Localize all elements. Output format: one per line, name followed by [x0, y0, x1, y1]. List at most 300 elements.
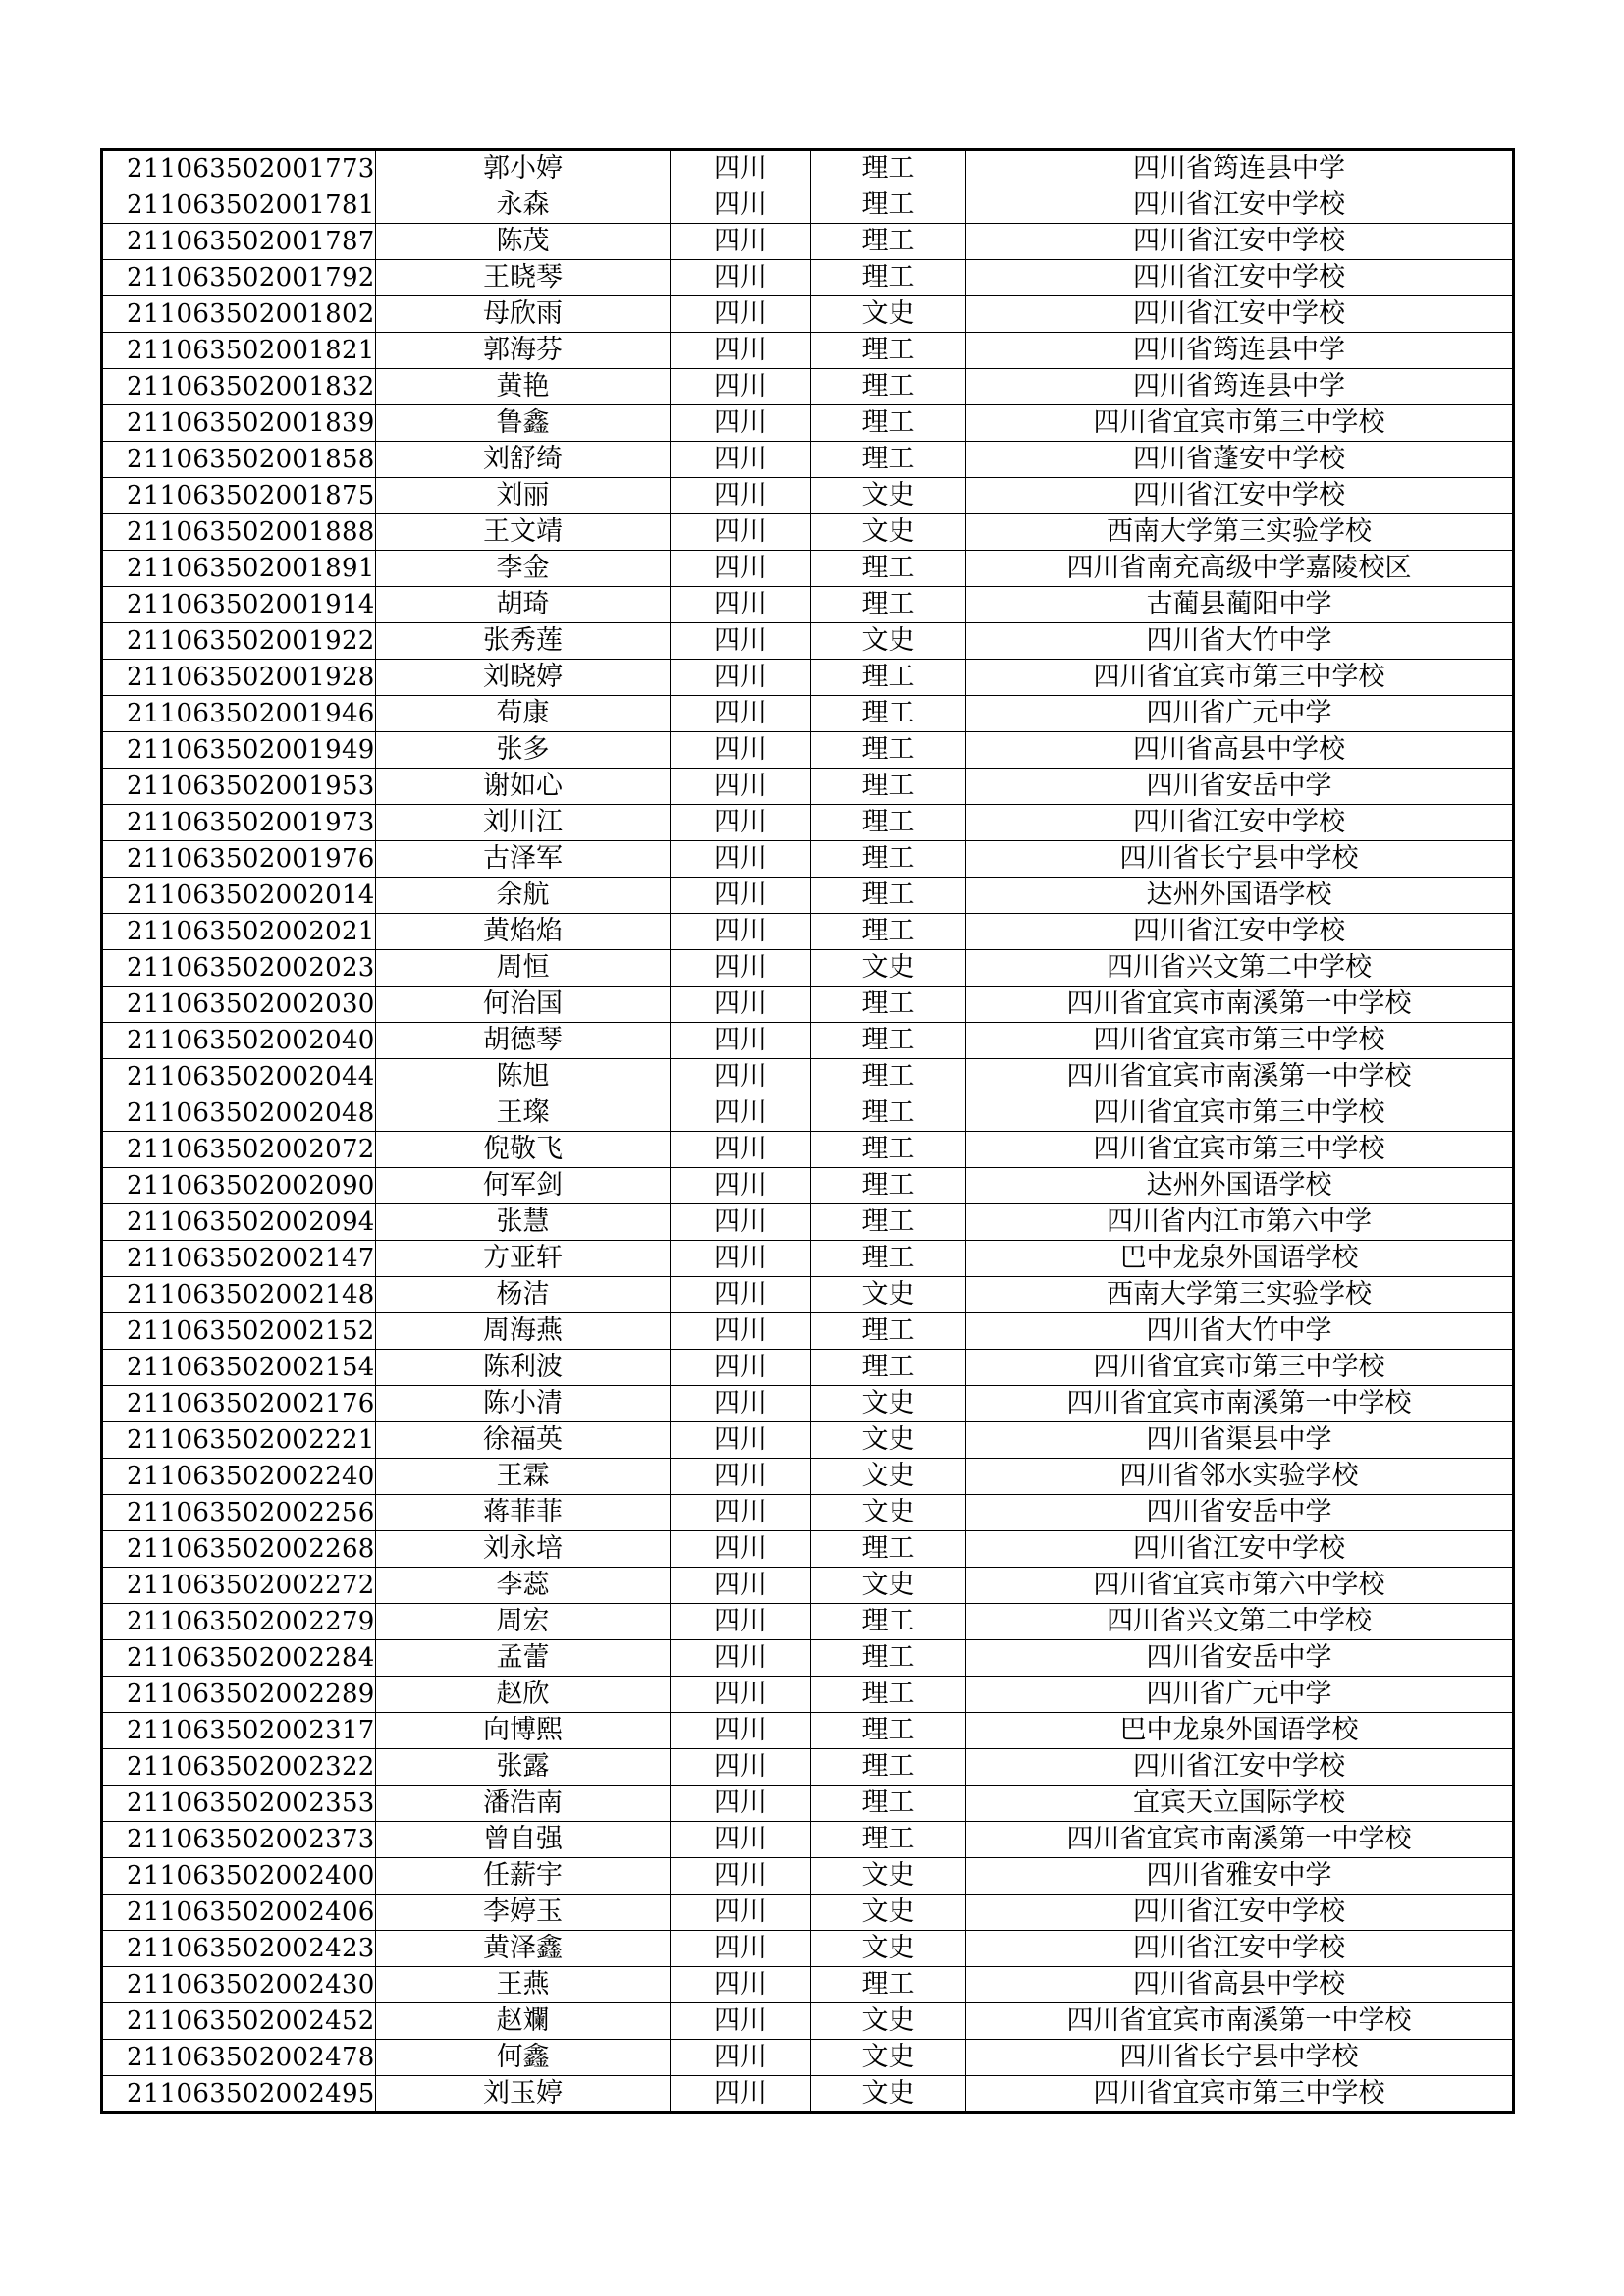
table-row	[102, 987, 1514, 1023]
province-cell: 四川	[671, 2076, 811, 2113]
student-name-cell: 王文靖	[376, 514, 671, 551]
subject-track-cell: 文史	[811, 514, 966, 551]
table-row	[102, 660, 1514, 696]
province-cell: 四川	[671, 587, 811, 623]
school-name-cell: 四川省南充高级中学嘉陵校区	[966, 551, 1514, 587]
candidate-id-cell: 211063502002284	[102, 1640, 376, 1677]
subject-track-cell: 理工	[811, 696, 966, 732]
province-cell: 四川	[671, 769, 811, 805]
subject-track-cell: 文史	[811, 478, 966, 514]
province-cell: 四川	[671, 1822, 811, 1858]
subject-track-cell: 理工	[811, 1749, 966, 1786]
student-name-cell: 周海燕	[376, 1313, 671, 1350]
candidate-id-cell: 211063502002322	[102, 1749, 376, 1786]
province-cell: 四川	[671, 2040, 811, 2076]
school-name-cell: 四川省安岳中学	[966, 769, 1514, 805]
school-name-cell: 四川省宜宾市南溪第一中学校	[966, 987, 1514, 1023]
subject-track-cell: 文史	[811, 1386, 966, 1422]
subject-track-cell: 理工	[811, 1313, 966, 1350]
subject-track-cell: 理工	[811, 914, 966, 950]
student-name-cell: 何治国	[376, 987, 671, 1023]
student-name-cell: 张慧	[376, 1204, 671, 1241]
school-name-cell: 四川省高县中学校	[966, 1967, 1514, 2003]
candidate-id-cell: 211063502002268	[102, 1531, 376, 1568]
student-name-cell: 胡琦	[376, 587, 671, 623]
province-cell: 四川	[671, 260, 811, 296]
table-row	[102, 333, 1514, 369]
subject-track-cell: 文史	[811, 1858, 966, 1895]
province-cell: 四川	[671, 987, 811, 1023]
student-name-cell: 方亚轩	[376, 1241, 671, 1277]
province-cell: 四川	[671, 696, 811, 732]
candidate-id-cell: 211063502002452	[102, 2003, 376, 2040]
student-name-cell: 鲁鑫	[376, 405, 671, 442]
student-name-cell: 王霖	[376, 1459, 671, 1495]
province-cell: 四川	[671, 805, 811, 841]
school-name-cell: 四川省宜宾市南溪第一中学校	[966, 1386, 1514, 1422]
subject-track-cell: 理工	[811, 1168, 966, 1204]
student-name-cell: 余航	[376, 878, 671, 914]
school-name-cell: 达州外国语学校	[966, 1168, 1514, 1204]
table-row	[102, 1822, 1514, 1858]
province-cell: 四川	[671, 1059, 811, 1095]
school-name-cell: 四川省江安中学校	[966, 1531, 1514, 1568]
candidate-id-cell: 211063502002090	[102, 1168, 376, 1204]
table-row	[102, 805, 1514, 841]
table-row	[102, 1459, 1514, 1495]
province-cell: 四川	[671, 1640, 811, 1677]
admission-list-table	[100, 148, 1515, 2114]
student-name-cell: 母欣雨	[376, 296, 671, 333]
province-cell: 四川	[671, 1168, 811, 1204]
student-name-cell: 蒋菲菲	[376, 1495, 671, 1531]
table-row	[102, 551, 1514, 587]
school-name-cell: 四川省江安中学校	[966, 1931, 1514, 1967]
subject-track-cell: 理工	[811, 841, 966, 878]
table-row	[102, 478, 1514, 514]
province-cell: 四川	[671, 623, 811, 660]
candidate-id-cell: 211063502001953	[102, 769, 376, 805]
province-cell: 四川	[671, 1895, 811, 1931]
subject-track-cell: 理工	[811, 187, 966, 224]
table-row	[102, 1677, 1514, 1713]
school-name-cell: 四川省广元中学	[966, 1677, 1514, 1713]
candidate-id-cell: 211063502001946	[102, 696, 376, 732]
subject-track-cell: 理工	[811, 1350, 966, 1386]
student-name-cell: 孟蕾	[376, 1640, 671, 1677]
table-row	[102, 2076, 1514, 2113]
student-name-cell: 刘玉婷	[376, 2076, 671, 2113]
student-name-cell: 张多	[376, 732, 671, 769]
province-cell: 四川	[671, 1277, 811, 1313]
province-cell: 四川	[671, 224, 811, 260]
table-body	[102, 150, 1514, 2113]
school-name-cell: 巴中龙泉外国语学校	[966, 1713, 1514, 1749]
school-name-cell: 四川省筠连县中学	[966, 150, 1514, 187]
candidate-id-cell: 211063502001976	[102, 841, 376, 878]
candidate-id-cell: 211063502002317	[102, 1713, 376, 1749]
student-name-cell: 陈旭	[376, 1059, 671, 1095]
candidate-id-cell: 211063502002044	[102, 1059, 376, 1095]
school-name-cell: 四川省江安中学校	[966, 478, 1514, 514]
candidate-id-cell: 211063502001949	[102, 732, 376, 769]
table-row	[102, 2003, 1514, 2040]
candidate-id-cell: 211063502002240	[102, 1459, 376, 1495]
candidate-id-cell: 211063502002495	[102, 2076, 376, 2113]
student-name-cell: 陈利波	[376, 1350, 671, 1386]
table-row	[102, 1241, 1514, 1277]
school-name-cell: 四川省江安中学校	[966, 260, 1514, 296]
candidate-id-cell: 211063502002176	[102, 1386, 376, 1422]
student-name-cell: 曾自强	[376, 1822, 671, 1858]
school-name-cell: 古蔺县蔺阳中学	[966, 587, 1514, 623]
province-cell: 四川	[671, 150, 811, 187]
candidate-id-cell: 211063502002072	[102, 1132, 376, 1168]
school-name-cell: 四川省雅安中学	[966, 1858, 1514, 1895]
province-cell: 四川	[671, 1313, 811, 1350]
school-name-cell: 四川省宜宾市南溪第一中学校	[966, 1059, 1514, 1095]
subject-track-cell: 理工	[811, 369, 966, 405]
province-cell: 四川	[671, 2003, 811, 2040]
province-cell: 四川	[671, 442, 811, 478]
candidate-id-cell: 211063502002040	[102, 1023, 376, 1059]
school-name-cell: 四川省蓬安中学校	[966, 442, 1514, 478]
candidate-id-cell: 211063502001802	[102, 296, 376, 333]
table-row	[102, 1568, 1514, 1604]
student-name-cell: 李金	[376, 551, 671, 587]
student-name-cell: 黄艳	[376, 369, 671, 405]
table-row	[102, 1786, 1514, 1822]
subject-track-cell: 理工	[811, 1095, 966, 1132]
subject-track-cell: 理工	[811, 150, 966, 187]
subject-track-cell: 文史	[811, 1495, 966, 1531]
table-row	[102, 1059, 1514, 1095]
province-cell: 四川	[671, 369, 811, 405]
subject-track-cell: 文史	[811, 296, 966, 333]
table-row	[102, 2040, 1514, 2076]
school-name-cell: 四川省大竹中学	[966, 623, 1514, 660]
candidate-id-cell: 211063502001928	[102, 660, 376, 696]
province-cell: 四川	[671, 1386, 811, 1422]
student-name-cell: 刘永培	[376, 1531, 671, 1568]
table-row	[102, 950, 1514, 987]
school-name-cell: 四川省安岳中学	[966, 1640, 1514, 1677]
subject-track-cell: 文史	[811, 1277, 966, 1313]
candidate-id-cell: 211063502002373	[102, 1822, 376, 1858]
candidate-id-cell: 211063502001973	[102, 805, 376, 841]
school-name-cell: 四川省长宁县中学校	[966, 841, 1514, 878]
province-cell: 四川	[671, 1568, 811, 1604]
school-name-cell: 四川省兴文第二中学校	[966, 1604, 1514, 1640]
province-cell: 四川	[671, 1350, 811, 1386]
table-row	[102, 732, 1514, 769]
province-cell: 四川	[671, 1459, 811, 1495]
table-row	[102, 1313, 1514, 1350]
school-name-cell: 四川省宜宾市第三中学校	[966, 1350, 1514, 1386]
school-name-cell: 西南大学第三实验学校	[966, 1277, 1514, 1313]
subject-track-cell: 理工	[811, 1822, 966, 1858]
table-row	[102, 1023, 1514, 1059]
table-row	[102, 1858, 1514, 1895]
subject-track-cell: 理工	[811, 1967, 966, 2003]
candidate-id-cell: 211063502001888	[102, 514, 376, 551]
subject-track-cell: 理工	[811, 333, 966, 369]
candidate-id-cell: 211063502001891	[102, 551, 376, 587]
candidate-id-cell: 211063502001858	[102, 442, 376, 478]
candidate-id-cell: 211063502001792	[102, 260, 376, 296]
table-row	[102, 914, 1514, 950]
table-row	[102, 1749, 1514, 1786]
subject-track-cell: 理工	[811, 1204, 966, 1241]
province-cell: 四川	[671, 1786, 811, 1822]
school-name-cell: 四川省渠县中学	[966, 1422, 1514, 1459]
subject-track-cell: 理工	[811, 1677, 966, 1713]
school-name-cell: 四川省宜宾市第三中学校	[966, 1023, 1514, 1059]
table-row	[102, 1640, 1514, 1677]
school-name-cell: 四川省广元中学	[966, 696, 1514, 732]
candidate-id-cell: 211063502002154	[102, 1350, 376, 1386]
table-row	[102, 187, 1514, 224]
candidate-id-cell: 211063502001821	[102, 333, 376, 369]
subject-track-cell: 文史	[811, 623, 966, 660]
province-cell: 四川	[671, 1858, 811, 1895]
student-name-cell: 王晓琴	[376, 260, 671, 296]
student-name-cell: 陈茂	[376, 224, 671, 260]
school-name-cell: 四川省宜宾市南溪第一中学校	[966, 1822, 1514, 1858]
table-row	[102, 1277, 1514, 1313]
student-name-cell: 李婷玉	[376, 1895, 671, 1931]
subject-track-cell: 理工	[811, 1023, 966, 1059]
province-cell: 四川	[671, 187, 811, 224]
province-cell: 四川	[671, 1749, 811, 1786]
table-row	[102, 1967, 1514, 2003]
candidate-id-cell: 211063502002289	[102, 1677, 376, 1713]
subject-track-cell: 理工	[811, 987, 966, 1023]
student-name-cell: 胡德琴	[376, 1023, 671, 1059]
candidate-id-cell: 211063502002400	[102, 1858, 376, 1895]
school-name-cell: 四川省江安中学校	[966, 805, 1514, 841]
candidate-id-cell: 211063502002021	[102, 914, 376, 950]
subject-track-cell: 文史	[811, 2003, 966, 2040]
candidate-id-cell: 211063502002048	[102, 1095, 376, 1132]
student-name-cell: 杨洁	[376, 1277, 671, 1313]
candidate-id-cell: 211063502002353	[102, 1786, 376, 1822]
subject-track-cell: 理工	[811, 805, 966, 841]
student-name-cell: 向博熙	[376, 1713, 671, 1749]
subject-track-cell: 理工	[811, 551, 966, 587]
table-row	[102, 1204, 1514, 1241]
subject-track-cell: 理工	[811, 587, 966, 623]
subject-track-cell: 文史	[811, 1568, 966, 1604]
student-name-cell: 赵斕	[376, 2003, 671, 2040]
student-name-cell: 苟康	[376, 696, 671, 732]
subject-track-cell: 文史	[811, 1422, 966, 1459]
student-name-cell: 潘浩南	[376, 1786, 671, 1822]
table-row	[102, 878, 1514, 914]
province-cell: 四川	[671, 1931, 811, 1967]
subject-track-cell: 理工	[811, 260, 966, 296]
table-row	[102, 1713, 1514, 1749]
candidate-id-cell: 211063502002148	[102, 1277, 376, 1313]
table-row	[102, 405, 1514, 442]
table-row	[102, 1168, 1514, 1204]
province-cell: 四川	[671, 1422, 811, 1459]
subject-track-cell: 理工	[811, 878, 966, 914]
school-name-cell: 四川省兴文第二中学校	[966, 950, 1514, 987]
student-name-cell: 何鑫	[376, 2040, 671, 2076]
school-name-cell: 四川省宜宾市第六中学校	[966, 1568, 1514, 1604]
school-name-cell: 宜宾天立国际学校	[966, 1786, 1514, 1822]
candidate-id-cell: 211063502002272	[102, 1568, 376, 1604]
candidate-id-cell: 211063502002406	[102, 1895, 376, 1931]
student-name-cell: 郭海芬	[376, 333, 671, 369]
school-name-cell: 四川省宜宾市第三中学校	[966, 405, 1514, 442]
school-name-cell: 四川省江安中学校	[966, 296, 1514, 333]
table-row	[102, 1386, 1514, 1422]
province-cell: 四川	[671, 1241, 811, 1277]
subject-track-cell: 理工	[811, 1132, 966, 1168]
school-name-cell: 达州外国语学校	[966, 878, 1514, 914]
subject-track-cell: 理工	[811, 769, 966, 805]
table-row	[102, 1931, 1514, 1967]
table-row	[102, 1422, 1514, 1459]
candidate-id-cell: 211063502002023	[102, 950, 376, 987]
student-name-cell: 徐福英	[376, 1422, 671, 1459]
table-row	[102, 1604, 1514, 1640]
table-row	[102, 442, 1514, 478]
subject-track-cell: 文史	[811, 1459, 966, 1495]
table-row	[102, 841, 1514, 878]
province-cell: 四川	[671, 405, 811, 442]
student-name-cell: 刘晓婷	[376, 660, 671, 696]
candidate-id-cell: 211063502002430	[102, 1967, 376, 2003]
student-name-cell: 永森	[376, 187, 671, 224]
table-row	[102, 1895, 1514, 1931]
candidate-id-cell: 211063502002221	[102, 1422, 376, 1459]
province-cell: 四川	[671, 950, 811, 987]
student-name-cell: 刘川江	[376, 805, 671, 841]
school-name-cell: 四川省大竹中学	[966, 1313, 1514, 1350]
school-name-cell: 四川省筠连县中学	[966, 333, 1514, 369]
province-cell: 四川	[671, 296, 811, 333]
province-cell: 四川	[671, 732, 811, 769]
province-cell: 四川	[671, 1132, 811, 1168]
province-cell: 四川	[671, 1713, 811, 1749]
candidate-id-cell: 211063502002279	[102, 1604, 376, 1640]
province-cell: 四川	[671, 878, 811, 914]
province-cell: 四川	[671, 333, 811, 369]
subject-track-cell: 理工	[811, 660, 966, 696]
candidate-id-cell: 211063502002147	[102, 1241, 376, 1277]
student-name-cell: 李蕊	[376, 1568, 671, 1604]
student-name-cell: 郭小婷	[376, 150, 671, 187]
candidate-id-cell: 211063502002256	[102, 1495, 376, 1531]
school-name-cell: 四川省宜宾市第三中学校	[966, 660, 1514, 696]
subject-track-cell: 文史	[811, 2040, 966, 2076]
table-row	[102, 260, 1514, 296]
province-cell: 四川	[671, 478, 811, 514]
student-name-cell: 张露	[376, 1749, 671, 1786]
subject-track-cell: 理工	[811, 1786, 966, 1822]
school-name-cell: 四川省安岳中学	[966, 1495, 1514, 1531]
subject-track-cell: 文史	[811, 1931, 966, 1967]
table-row	[102, 1495, 1514, 1531]
school-name-cell: 四川省宜宾市第三中学校	[966, 2076, 1514, 2113]
student-name-cell: 刘丽	[376, 478, 671, 514]
table-row	[102, 1531, 1514, 1568]
table-row	[102, 623, 1514, 660]
subject-track-cell: 文史	[811, 950, 966, 987]
subject-track-cell: 理工	[811, 442, 966, 478]
student-name-cell: 倪敬飞	[376, 1132, 671, 1168]
table-row	[102, 1095, 1514, 1132]
candidate-id-cell: 211063502002094	[102, 1204, 376, 1241]
school-name-cell: 四川省江安中学校	[966, 187, 1514, 224]
school-name-cell: 四川省江安中学校	[966, 1749, 1514, 1786]
candidate-id-cell: 211063502001773	[102, 150, 376, 187]
school-name-cell: 西南大学第三实验学校	[966, 514, 1514, 551]
school-name-cell: 四川省高县中学校	[966, 732, 1514, 769]
candidate-id-cell: 211063502002152	[102, 1313, 376, 1350]
subject-track-cell: 理工	[811, 1059, 966, 1095]
candidate-id-cell: 211063502002478	[102, 2040, 376, 2076]
school-name-cell: 四川省筠连县中学	[966, 369, 1514, 405]
student-name-cell: 谢如心	[376, 769, 671, 805]
table-row	[102, 150, 1514, 187]
candidate-id-cell: 211063502002014	[102, 878, 376, 914]
candidate-id-cell: 211063502001875	[102, 478, 376, 514]
student-name-cell: 刘舒绮	[376, 442, 671, 478]
province-cell: 四川	[671, 1604, 811, 1640]
school-name-cell: 四川省宜宾市第三中学校	[966, 1132, 1514, 1168]
student-name-cell: 黄泽鑫	[376, 1931, 671, 1967]
school-name-cell: 四川省内江市第六中学	[966, 1204, 1514, 1241]
table-row	[102, 769, 1514, 805]
candidate-id-cell: 211063502001839	[102, 405, 376, 442]
subject-track-cell: 理工	[811, 732, 966, 769]
student-name-cell: 周宏	[376, 1604, 671, 1640]
table-row	[102, 696, 1514, 732]
table-row	[102, 1350, 1514, 1386]
subject-track-cell: 理工	[811, 1531, 966, 1568]
candidate-id-cell: 211063502001914	[102, 587, 376, 623]
province-cell: 四川	[671, 1204, 811, 1241]
student-name-cell: 黄焰焰	[376, 914, 671, 950]
school-name-cell: 四川省宜宾市南溪第一中学校	[966, 2003, 1514, 2040]
candidate-id-cell: 211063502001922	[102, 623, 376, 660]
province-cell: 四川	[671, 551, 811, 587]
subject-track-cell: 理工	[811, 1640, 966, 1677]
student-name-cell: 陈小清	[376, 1386, 671, 1422]
table-row	[102, 514, 1514, 551]
subject-track-cell: 理工	[811, 405, 966, 442]
school-name-cell: 四川省江安中学校	[966, 914, 1514, 950]
subject-track-cell: 文史	[811, 1895, 966, 1931]
school-name-cell: 巴中龙泉外国语学校	[966, 1241, 1514, 1277]
subject-track-cell: 理工	[811, 1604, 966, 1640]
school-name-cell: 四川省江安中学校	[966, 224, 1514, 260]
subject-track-cell: 理工	[811, 224, 966, 260]
candidate-id-cell: 211063502002423	[102, 1931, 376, 1967]
school-name-cell: 四川省宜宾市第三中学校	[966, 1095, 1514, 1132]
province-cell: 四川	[671, 1495, 811, 1531]
student-name-cell: 王璨	[376, 1095, 671, 1132]
province-cell: 四川	[671, 1531, 811, 1568]
student-name-cell: 任薪宇	[376, 1858, 671, 1895]
province-cell: 四川	[671, 1095, 811, 1132]
subject-track-cell: 文史	[811, 2076, 966, 2113]
student-name-cell: 赵欣	[376, 1677, 671, 1713]
